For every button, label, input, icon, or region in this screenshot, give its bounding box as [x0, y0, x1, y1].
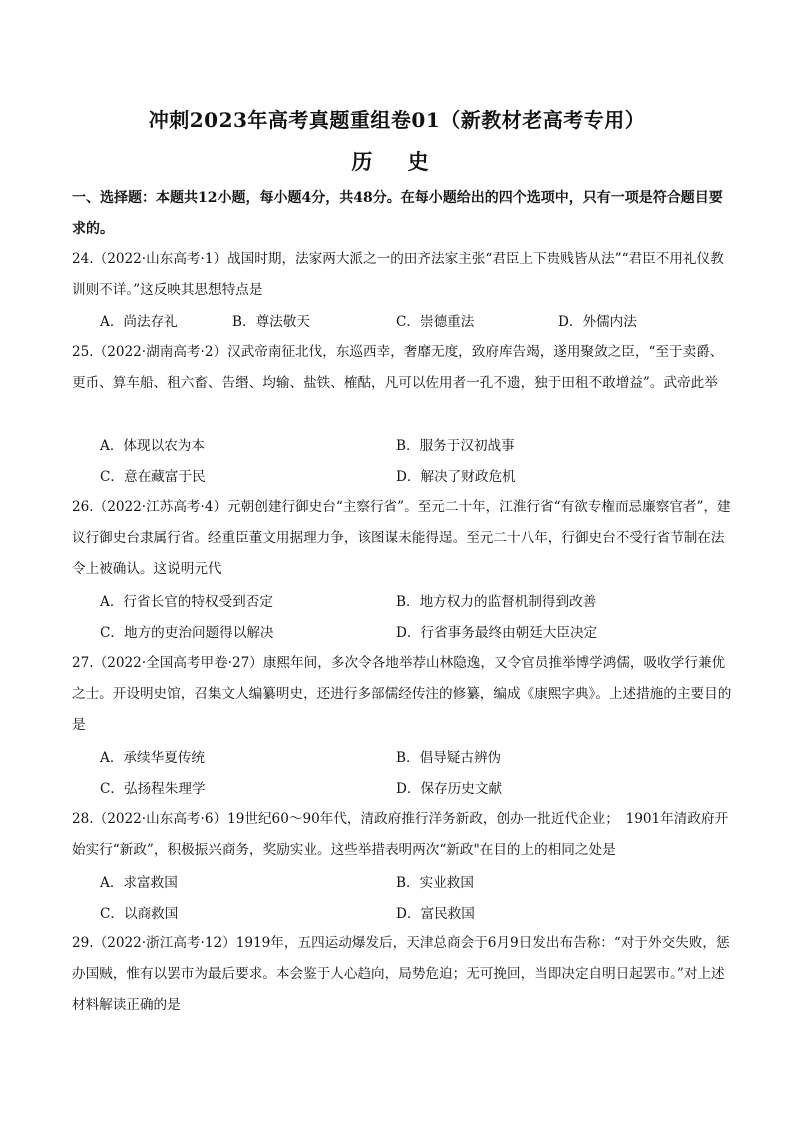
- question-stem: 27.（2022·全国高考甲卷·27）康熙年间，多次令各地举荐山林隐逸，又令官员推举博学鸿儒，吸收学行兼优之士。开设明史馆，召集文人编纂明史，还进行多部儒经传注的修纂，编成《康熙字典》。上述措施的主要目的是: [72, 655, 732, 733]
- option-b[interactable]: B．服务于汉初战事: [396, 438, 515, 454]
- option-c[interactable]: C．意在藏富于民: [100, 469, 206, 485]
- option-d[interactable]: D．富民救国: [396, 906, 475, 922]
- option-d[interactable]: D．外儒内法: [558, 314, 637, 330]
- subject-title: 历 史: [351, 149, 443, 174]
- option-a[interactable]: A．行省长官的特权受到否定: [100, 594, 273, 610]
- option-a[interactable]: A．体现以农为本: [100, 438, 205, 454]
- question-stem: 24.（2022·山东高考·1）战国时期，法家两大派之一的田齐法家主张“君臣上下贵贱皆从法”“君臣不用礼仪教训则不详。”这反映其思想特点是: [72, 251, 724, 298]
- option-c[interactable]: C．弘扬程朱理学: [100, 781, 206, 797]
- option-c[interactable]: C．崇德重法: [396, 314, 475, 330]
- option-b[interactable]: B．倡导疑古辨伪: [396, 750, 502, 766]
- option-a[interactable]: A．承续华夏传统: [100, 750, 205, 766]
- question-stem: 26.（2022·江苏高考·4）元朝创建行御史台“主察行省”。至元二十年，江淮行省“有欲专権而忌廉察官者”，建议行御史台隶属行省。经重臣董文用据理力争，该图谋未能得逞。至元二十八年，行御史台不受行省节制在法令上被确认。这说明元代: [72, 499, 731, 577]
- option-d[interactable]: D．行省事务最终由朝廷大臣决定: [396, 625, 598, 641]
- question-28: [72, 804, 732, 866]
- option-b[interactable]: B．尊法敬天: [232, 314, 310, 330]
- option-a[interactable]: A．尚法存礼: [100, 314, 178, 330]
- option-a[interactable]: A．求富救国: [100, 875, 178, 891]
- question-stem: 29.（2022·浙江高考·12）1919年，五四运动爆发后，天津总商会于6月9日发出布告称：“对于外交失败，惩办国贼，惟有以罢市为最后要求。本会鉴于人心趋向，局势危迫；无可挽回，当即决定自明日起罢市。”对上述材料解读正确的是: [72, 935, 730, 1013]
- question-25: [72, 337, 732, 399]
- question-stem: 28.（2022·山东高考·6）19世纪60～90年代，清政府推行洋务新政，创办一批近代企业； 1901年清政府开始实行“新政”，积极振兴商务，奖励实业。这些举措表明两次“新政"在目的上的相同之处是: [72, 811, 729, 858]
- option-c[interactable]: C．以商救国: [100, 906, 179, 922]
- section-instructions: 一、选择题：本题共12小题，每小题4分，共48分。在每小题给出的四个选项中，只有一项是符合题目要求的。: [72, 190, 723, 237]
- option-b[interactable]: B．地方权力的监督机制得到改善: [396, 594, 597, 610]
- option-d[interactable]: D．保存历史文献: [396, 781, 503, 797]
- exam-title: 冲刺2023年高考真题重组卷01（新教材老高考专用）: [148, 108, 646, 132]
- question-24: [72, 244, 732, 306]
- option-c[interactable]: C．地方的吏治问题得以解决: [100, 625, 274, 641]
- question-27: [72, 648, 732, 741]
- question-stem: 25.（2022·湖南高考·2）汉武帝南征北伐，东巡西幸，奢靡无度，致府库告竭，遂用聚敛之臣，“至于卖爵、更币、算车船、租六畜、告缗、均输、盐铁、榷酤，凡可以佐用者一孔不遗，独于田租不敢增益”。武帝此举: [72, 344, 724, 391]
- option-d[interactable]: D．解决了财政危机: [396, 469, 516, 485]
- option-b[interactable]: B．实业救国: [396, 875, 474, 891]
- question-26: [72, 492, 732, 585]
- question-29: [72, 928, 732, 1021]
